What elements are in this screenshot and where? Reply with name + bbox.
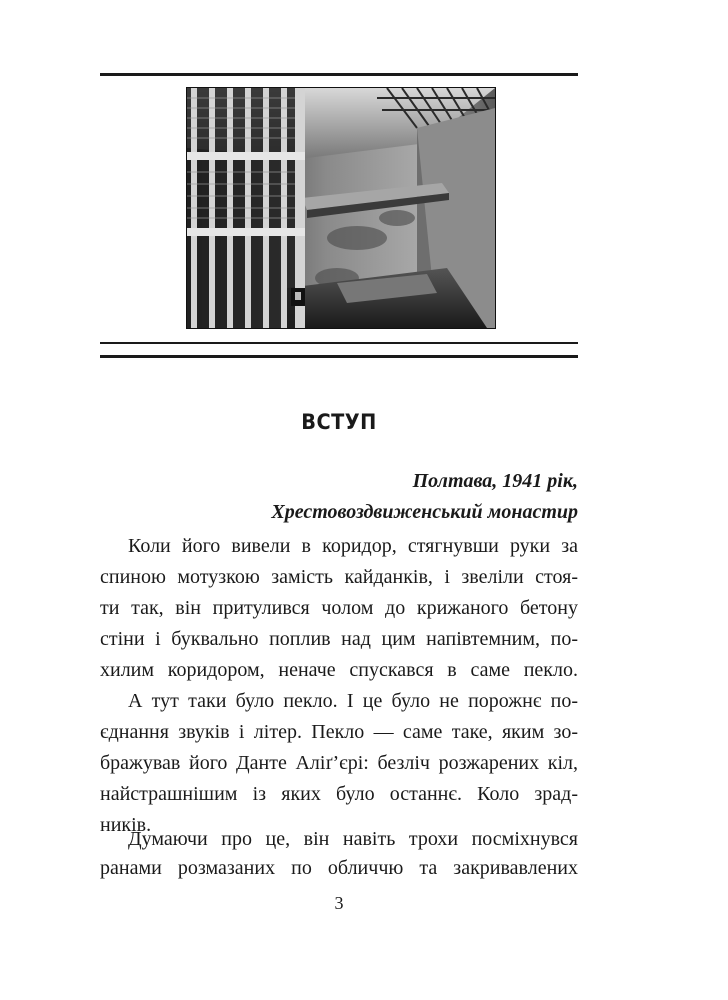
- prison-cell-image: [187, 88, 495, 328]
- paragraph-1-line-1: Коли його вивели в коридор, стягнувши руки за: [128, 535, 578, 557]
- chapter-heading: ВСТУП: [301, 410, 377, 434]
- paragraph-2-line-4: найстрашнішим із яких було останнє. Коло зрад-: [100, 783, 578, 805]
- paragraph-2-line-3: бражував його Данте Аліґ’єрі: безліч розжарених кіл,: [100, 752, 578, 774]
- top-rule: [100, 73, 578, 76]
- paragraph-3-line-1: Думаючи про це, він навіть трохи посміхнувся: [128, 828, 578, 850]
- paragraph-1-line-2: спиною мотузкою замість кайданків, і звеліли стоя-: [100, 566, 578, 588]
- paragraph-1-line-4: стіни і буквально поплив над цим напівтемним, по-: [100, 628, 578, 650]
- paragraph-2-line-5: ників.: [100, 814, 152, 836]
- paragraph-1-line-5: хилим коридором, неначе спускався в саме пекло.: [100, 659, 578, 681]
- paragraph-2-line-2: єднання звуків і літер. Пекло — саме таке, яким зо-: [100, 721, 578, 743]
- paragraph-3-line-2: ранами розмазаних по обличчю та закривавлених: [100, 857, 578, 879]
- paragraph-1-line-3: ти так, він притулився чолом до крижаного бетону: [100, 597, 578, 619]
- prison-cell-photo: [186, 87, 496, 329]
- page-number: 3: [334, 893, 344, 913]
- dateline-location: Хрестовоздвиженський монастир: [271, 501, 578, 523]
- bottom-rule-lower: [100, 355, 578, 358]
- paragraph-2-line-1: А тут таки було пекло. І це було не порожнє по-: [128, 690, 578, 712]
- dateline-place-year: Полтава, 1941 рік,: [412, 470, 578, 492]
- bottom-rule-upper: [100, 342, 578, 344]
